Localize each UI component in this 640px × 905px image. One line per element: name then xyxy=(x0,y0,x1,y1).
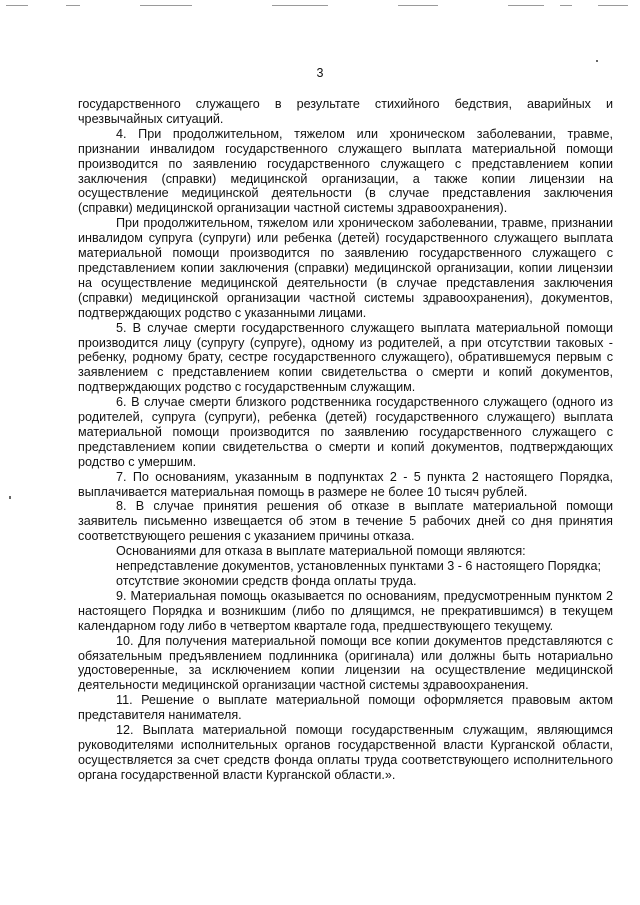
scan-speck xyxy=(596,60,598,62)
paragraph: 5. В случае смерти государственного служащего выплата материальной помощи производится лицу (супругу (супруге), одному из родителей, а при отсутствии таковых - ребенку, родному брату, сестре государственного служащего), обратившемуся первым с заявлением с представлением копии свидетельства о смерти и копий документов, подтверждающих родство с государственным служащим. xyxy=(78,320,613,395)
paragraph: При продолжительном, тяжелом или хроническом заболевании, травме, признании инвалидом супруга (супруги) или ребенка (детей) государственного служащего выплата материальной помощи производится по заявлению государственного служащего с представлением копии заключения (справки) медицинской организации, копии лицензии на осуществление медицинской деятельности (в случае представления заключения (справки) медицинской организации частной системы здравоохранения), документов, подтверждающих родство с указанными лицами. xyxy=(78,216,613,320)
document-body xyxy=(78,97,613,783)
paragraph: 12. Выплата материальной помощи государственным служащим, являющимся руководителями исполнительных органов государственной власти Курганской области, осуществляется за счет средств фонда оплаты труда соответствующего исполнительного органа государственной власти Курганской области.». xyxy=(78,723,613,782)
scan-speck xyxy=(9,496,11,499)
page-number: 3 xyxy=(316,66,324,80)
paragraph: государственного служащего в результате стихийного бедствия, аварийных и чрезвычайных ситуаций. xyxy=(78,97,613,126)
paragraph: 8. В случае принятия решения об отказе в выплате материальной помощи заявитель письменно извещается об этом в течение 5 рабочих дней со дня принятия соответствующего решения с указанием причины отказа. xyxy=(78,499,613,544)
paragraph: 11. Решение о выплате материальной помощи оформляется правовым актом представителя нанимателя. xyxy=(78,693,613,723)
scan-artifact-top xyxy=(0,0,640,14)
paragraph: отсутствие экономии средств фонда оплаты труда. xyxy=(116,574,417,588)
paragraph: 10. Для получения материальной помощи все копии документов представляются с обязательным предъявлением подлинника (оригинала) или должны быть нотариально удостоверенные, за исключением копии лицензии на осуществление медицинской деятельности медицинской организации частной системы здравоохранения. xyxy=(78,633,613,693)
paragraph: Основаниями для отказа в выплате материальной помощи являются: xyxy=(116,544,526,559)
paragraph: 6. В случае смерти близкого родственника государственного служащего (одного из родителей, супруга (супруги), ребенка (детей) государственного служащего) выплата материальной помощи производится по заявлению государственного служащего с представлением копии свидетельства о смерти и копий документов, подтверждающих родство с умершим. xyxy=(78,395,613,469)
paragraph: 4. При продолжительном, тяжелом или хроническом заболевании, травме, признании инвалидом государственного служащего выплата материальной помощи производится по заявлению государственного служащего с представлением копии заключения (справки) медицинской организации, а также копии лицензии на осуществление медицинской деятельности (в случае представления заключения (справки) медицинской организации частной системы здравоохранения). xyxy=(78,126,613,216)
paragraph: 9. Материальная помощь оказывается по основаниям, предусмотренным пунктом 2 настоящего Порядка и возникшим (либо по длящимся, не прекратившимся) в текущем календарном году либо в четвертом квартале года, предшествующего текущему. xyxy=(78,588,613,633)
paragraph: 7. По основаниям, указанным в подпунктах 2 - 5 пункта 2 настоящего Порядка, выплачивается материальная помощь в размере не более 10 тысяч рублей. xyxy=(78,469,613,499)
paragraph: непредставление документов, установленных пунктами 3 - 6 настоящего Порядка; xyxy=(116,559,602,574)
